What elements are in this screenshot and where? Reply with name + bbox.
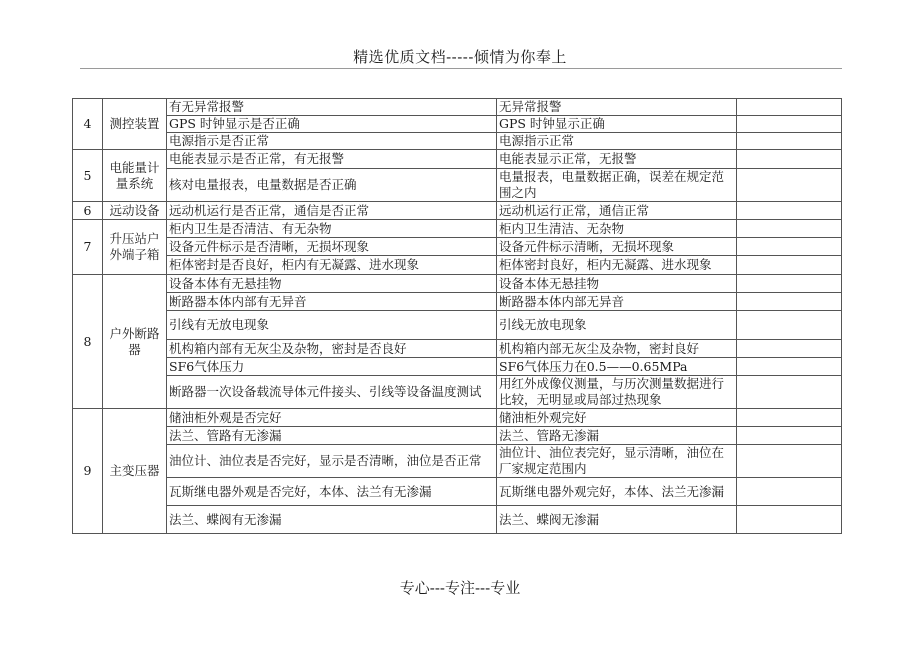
check-result [737,506,842,534]
table-row [73,169,842,202]
table-row [73,293,842,311]
table-row [73,275,842,293]
check-result [737,99,842,116]
check-item: 法兰、蝶阀有无渗漏 [167,506,497,534]
table-row [73,376,842,409]
check-standard: 引线无放电现象 [497,311,737,340]
check-result [737,256,842,275]
table-row [73,506,842,534]
check-standard: 储油柜外观完好 [497,409,737,427]
check-item: GPS 时钟显示是否正确 [167,116,497,133]
table-row [73,340,842,358]
page-header: 精选优质文档-----倾情为你奉上 [353,48,567,66]
check-result [737,311,842,340]
check-standard: 电能表显示正常，无报警 [497,150,737,169]
check-standard: 机构箱内部无灰尘及杂物，密封良好 [497,340,737,358]
check-result [737,220,842,238]
check-item: SF6气体压力 [167,358,497,376]
check-standard: 法兰、蝶阀无渗漏 [497,506,737,534]
table-row [73,478,842,506]
device-name: 电能量计量系统 [103,150,167,202]
check-result [737,427,842,445]
check-result [737,409,842,427]
header-divider [80,68,842,69]
table-row [73,202,842,220]
check-result [737,478,842,506]
page-footer: 专心---专注---专业 [399,579,521,597]
table-row [73,256,842,275]
item-number: 8 [73,275,103,409]
device-name: 测控装置 [103,99,167,150]
device-name: 主变压器 [103,409,167,534]
table-row [73,409,842,427]
check-standard: 设备本体无悬挂物 [497,275,737,293]
device-name: 户外断路器 [103,275,167,409]
check-item: 柜体密封是否良好，柜内有无凝露、进水现象 [167,256,497,275]
device-name: 远动设备 [103,202,167,220]
check-standard: 无异常报警 [497,99,737,116]
check-item: 柜内卫生是否清洁、有无杂物 [167,220,497,238]
check-standard: SF6气体压力在0.5——0.65MPa [497,358,737,376]
check-result [737,238,842,256]
check-result [737,202,842,220]
item-number: 9 [73,409,103,534]
item-number: 6 [73,202,103,220]
check-item: 法兰、管路有无渗漏 [167,427,497,445]
item-number: 4 [73,99,103,150]
table-row [73,311,842,340]
table-row [73,150,842,169]
item-number: 7 [73,220,103,275]
check-item: 断路器本体内部有无异音 [167,293,497,311]
check-item: 核对电量报表，电量数据是否正确 [167,169,497,202]
check-standard: 电量报表，电量数据正确，误差在规定范围之内 [497,169,737,202]
check-item: 储油柜外观是否完好 [167,409,497,427]
check-result [737,133,842,150]
check-standard: 法兰、管路无渗漏 [497,427,737,445]
table-row [73,133,842,150]
check-item: 远动机运行是否正常，通信是否正常 [167,202,497,220]
check-result [737,293,842,311]
table-row [73,220,842,238]
check-item: 电能表显示是否正常，有无报警 [167,150,497,169]
check-standard: 远动机运行正常，通信正常 [497,202,737,220]
check-result [737,116,842,133]
inspection-table [72,98,842,534]
check-item: 电源指示是否正常 [167,133,497,150]
check-result [737,275,842,293]
check-standard: 油位计、油位表完好，显示清晰，油位在厂家规定范围内 [497,445,737,478]
check-item: 有无异常报警 [167,99,497,116]
check-result [737,358,842,376]
check-standard: 用红外成像仪测量，与历次测量数据进行比较，无明显或局部过热现象 [497,376,737,409]
check-result [737,169,842,202]
table-row [73,427,842,445]
item-number: 5 [73,150,103,202]
check-result [737,445,842,478]
check-result [737,340,842,358]
table-row [73,358,842,376]
check-standard: GPS 时钟显示正确 [497,116,737,133]
check-standard: 瓦斯继电器外观完好，本体、法兰无渗漏 [497,478,737,506]
check-item: 机构箱内部有无灰尘及杂物，密封是否良好 [167,340,497,358]
table-row [73,445,842,478]
check-item: 设备本体有无悬挂物 [167,275,497,293]
check-item: 断路器一次设备载流导体元件接头、引线等设备温度测试 [167,376,497,409]
check-result [737,150,842,169]
check-standard: 电源指示正常 [497,133,737,150]
check-standard: 设备元件标示清晰，无损坏现象 [497,238,737,256]
check-item: 瓦斯继电器外观是否完好，本体、法兰有无渗漏 [167,478,497,506]
check-standard: 柜内卫生清洁、无杂物 [497,220,737,238]
table-row [73,99,842,116]
check-item: 设备元件标示是否清晰，无损坏现象 [167,238,497,256]
table-row [73,238,842,256]
check-item: 引线有无放电现象 [167,311,497,340]
check-result [737,376,842,409]
check-item: 油位计、油位表是否完好，显示是否清晰，油位是否正常 [167,445,497,478]
check-standard: 断路器本体内部无异音 [497,293,737,311]
device-name: 升压站户外端子箱 [103,220,167,275]
check-standard: 柜体密封良好，柜内无凝露、进水现象 [497,256,737,275]
table-row [73,116,842,133]
